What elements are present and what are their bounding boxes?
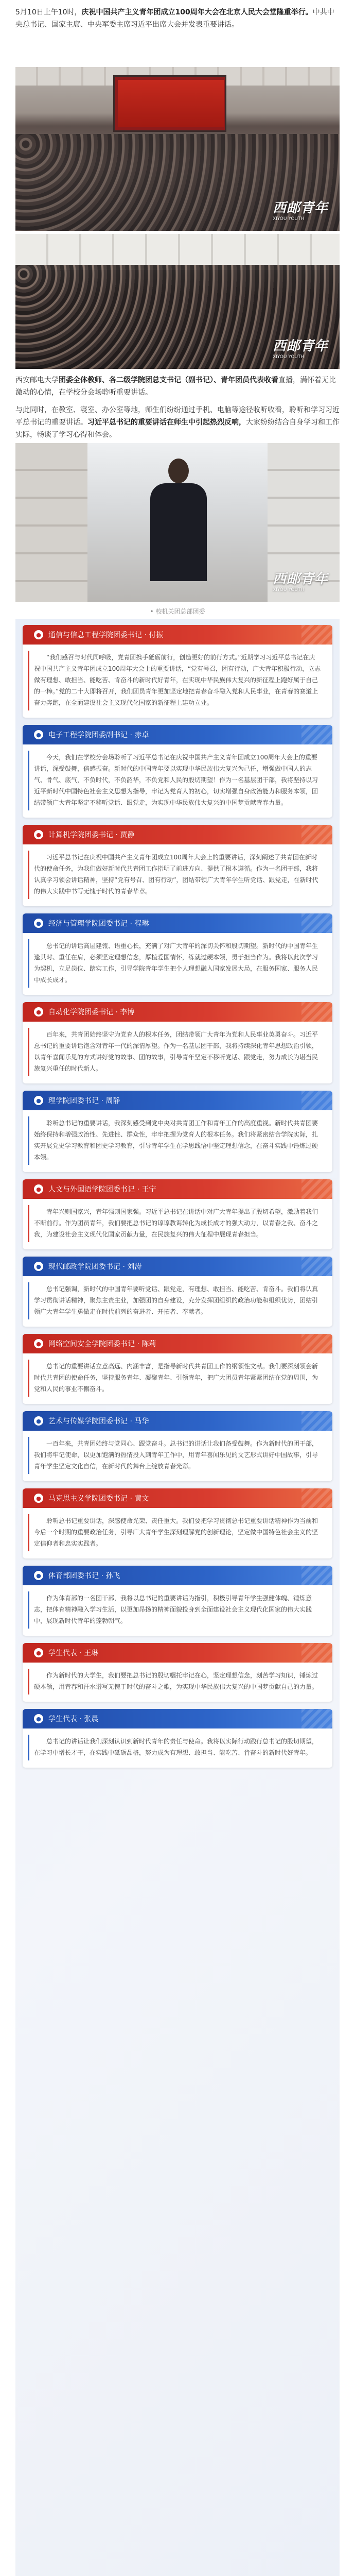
card-text: 聆听总书记的重要讲话，我深刻感受到党中央对共青团工作和青年工作的高度重视。新时代共青团要始终保持和增强政治性、先进性、群众性，牢牢把握为党育人的根本任务。我们将紧密结合学院实际，扎实开展党史学习教育和团史学习教育，引导青年学生在学思践悟中坚定理想信念，在奋斗实践中锤炼过硬本领。 — [34, 1120, 318, 1161]
badge-icon: ● — [34, 730, 43, 739]
badge-icon: ● — [34, 1416, 43, 1426]
card-text: “我们感召与时代同呼吸，党青团携手砥砺前行，创造更好的前行方式。”近期学习习近平总书记在庆祝中国共产主义青年团成立100周年大会上的重要讲话，“党有号召，团有行动，广大青年积极行动，立志做有理想、敢担当、能吃苦、肯奋斗的新时代好青年，在实现中华民族伟大复兴的新征程上跑好属于自己的一棒。”党的二十大即将召开，我们团员青年更加坚定地把青春奋斗融入党和人民事业，在青春的赛道上奋力奔跑，在全面建设社会主义现代化国家的新征程上建功立业。 — [34, 654, 321, 706]
accent-bar — [28, 1282, 29, 1319]
bookshelf-left — [15, 443, 87, 602]
badge-icon: ● — [34, 1096, 43, 1105]
accent-bar — [28, 1514, 29, 1551]
card-text: 总书记强调，新时代的中国青年要听党话、跟党走，有理想、敢担当、能吃苦、肯奋斗。我们将认真学习贯彻讲话精神，聚焦主责主业，加强团的自身建设，充分发挥团组织的政治功能和组织优势，团结引领广大青年学生勇做走在时代前列的奋进者、开拓者、奉献者。 — [34, 1285, 318, 1315]
card-body — [23, 1276, 332, 1327]
testimonial-card — [23, 1566, 332, 1636]
card-header — [23, 1709, 332, 1728]
paragraph-2: 与此同时，在教室、寝室、办公室等地，师生们纷纷通过手机、电脑等途径收听收看，聆听和学习习近平总书记的重要讲话。习近平总书记的重要讲话在师生中引起热烈反响，大家纷纷结合自身学习和工作实际，畅谈了学习心得和体会。 — [15, 406, 340, 439]
intro-rest: 中共中央总书记、国家主席、中央军委主席习近平出席大会并发表重要讲话。 — [15, 8, 334, 29]
photo-caption: • 校机关团总部团委 — [150, 608, 205, 615]
speaker — [150, 459, 207, 577]
badge-icon: ● — [34, 1571, 43, 1580]
card-body — [23, 1110, 332, 1172]
card-header — [23, 725, 332, 744]
header-decoration — [301, 1091, 332, 1110]
card-header — [23, 1179, 332, 1199]
card-title: 通信与信息工程学院团委书记 · 付振 — [48, 631, 164, 639]
header-decoration — [301, 1179, 332, 1199]
card-body — [23, 744, 332, 818]
card-title: 经济与管理学院团委书记 · 程琳 — [48, 920, 149, 928]
card-title: 理学院团委书记 · 周静 — [48, 1097, 120, 1105]
badge-icon: ● — [34, 1494, 43, 1503]
badge-icon: ● — [34, 1007, 43, 1016]
badge-icon: ● — [34, 1339, 43, 1348]
header-decoration — [301, 1643, 332, 1663]
header-decoration — [301, 1334, 332, 1353]
badge-icon: ● — [34, 1262, 43, 1271]
card-body — [23, 1431, 332, 1481]
card-header — [23, 1091, 332, 1110]
header-decoration — [301, 825, 332, 844]
watermark: 西邮青年 XIYOU YOUTH — [272, 200, 328, 222]
header-decoration — [301, 1709, 332, 1728]
badge-icon: ● — [34, 630, 43, 639]
card-header — [23, 1566, 332, 1585]
testimonial-card — [23, 1002, 332, 1083]
badge-icon: ● — [34, 919, 43, 928]
intro-bold: 庆祝中国共产主义青年团成立100周年大会在北京人民大会堂隆重举行。 — [81, 8, 313, 16]
paragraph-1: 西安邮电大学团委全体教师、各二级学院团总支书记（副书记）、青年团员代表收看直播，满怀着无比激动的心情，在学校分会场聆听重要讲话。 — [15, 376, 336, 397]
testimonial-card — [23, 625, 332, 718]
testimonial-card — [23, 1709, 332, 1768]
accent-bar — [28, 751, 29, 810]
accent-bar — [28, 1028, 29, 1076]
accent-bar — [28, 851, 29, 899]
testimonial-card — [23, 1091, 332, 1172]
card-text: 聆听总书记重要讲话，深感使命光荣、责任重大。我们要把学习贯彻总书记重要讲话精神作为当前和今后一个时期的重要政治任务，引导广大青年学生深刻理解党的创新理论，坚定做中国特色社会主义的坚定信仰者和忠实实践者。 — [34, 1517, 318, 1547]
testimonial-card — [23, 1488, 332, 1558]
accent-bar — [28, 939, 29, 988]
audience-photo — [15, 234, 340, 369]
card-text: 作为体育部的一名团干部，我将以总书记的重要讲话为指引，积极引导青年学生强健体魄、锤炼意志，把体育精神融入学习生活，以更加昂扬的精神面貌投身到全面建设社会主义现代化国家的伟大实践中，展现新时代青年的蓬勃朝气。 — [34, 1595, 312, 1624]
header-decoration — [301, 913, 332, 933]
accent-bar — [28, 1669, 29, 1694]
card-title: 电子工程学院团委副书记 · 赤卓 — [48, 731, 149, 739]
intro-paragraph — [0, 0, 355, 64]
card-header — [23, 1002, 332, 1022]
accent-bar — [28, 1116, 29, 1165]
card-body — [23, 1728, 332, 1768]
speaker-photo — [15, 443, 340, 602]
card-body — [23, 1585, 332, 1636]
card-text: 总书记的重要讲话立意高远、内涵丰富，是指导新时代共青团工作的纲领性文献。我们要深刻领会新时代共青团的使命任务，坚持服务青年、凝聚青年、引领青年，把广大团员青年紧紧团结在党的周围，为党和人民的事业不懈奋斗。 — [34, 1363, 318, 1393]
card-header — [23, 1411, 332, 1431]
card-text: 习近平总书记在庆祝中国共产主义青年团成立100周年大会上的重要讲话，深刻阐述了共青团在新时代的使命任务，为我们做好新时代共青团工作指明了前进方向、提供了根本遵循。作为一名团干部，我将认真学习领会讲话精神，坚持“党有号召、团有行动”，团结带领广大青年学生听党话、跟党走，在新时代的伟大实践中书写无愧于时代的青春华章。 — [34, 854, 318, 895]
testimonial-card — [23, 1334, 332, 1404]
accent-bar — [28, 1437, 29, 1474]
card-title: 自动化学院团委书记 · 李博 — [48, 1008, 135, 1016]
card-header — [23, 1334, 332, 1353]
header-decoration — [301, 625, 332, 645]
card-body — [23, 1508, 332, 1558]
card-title: 人文与外国语学院团委书记 · 王宁 — [48, 1185, 156, 1194]
card-body — [23, 933, 332, 995]
card-body — [23, 844, 332, 906]
card-body — [23, 1022, 332, 1083]
header-decoration — [301, 1566, 332, 1585]
card-text: 百年来，共青团始终坚守为党育人的根本任务，团结带领广大青年为党和人民事业英勇奋斗。习近平总书记的重要讲话饱含对青年一代的深情厚望。作为一名基层团干部，我将持续深化青年思想政治引领，以青年喜闻乐见的方式讲好党的故事、团的故事，引导青年坚定不移听党话、跟党走，努力成长为堪当民族复兴重任的时代新人。 — [34, 1031, 318, 1072]
testimonial-card — [23, 1257, 332, 1327]
header-decoration — [301, 725, 332, 744]
card-text: 总书记的讲话让我们深刻认识到新时代青年的责任与使命。我将以实际行动践行总书记的殷切期望，在学习中增长才干，在实践中砥砺品格，努力成为有理想、敢担当、能吃苦、肯奋斗的新时代好青年。 — [34, 1738, 318, 1756]
testimonial-card — [23, 1643, 332, 1702]
badge-icon: ● — [34, 1184, 43, 1194]
badge-icon: ● — [34, 1648, 43, 1657]
header-decoration — [301, 1411, 332, 1431]
card-body — [23, 645, 332, 718]
header-decoration — [301, 1257, 332, 1276]
projection-screen — [113, 75, 226, 132]
header-decoration — [301, 1002, 332, 1022]
card-title: 学生代表 · 王琳 — [48, 1649, 99, 1657]
intro-lead: 5月10日上午10时， — [15, 8, 82, 16]
card-title: 计算机学院团委书记 · 贾静 — [48, 831, 135, 839]
accent-bar — [28, 651, 29, 710]
card-title: 学生代表 · 张晨 — [48, 1715, 99, 1723]
card-title: 网络空间安全学院团委书记 · 陈莉 — [48, 1340, 156, 1348]
badge-icon: ● — [34, 830, 43, 839]
card-header — [23, 1488, 332, 1508]
accent-bar — [28, 1205, 29, 1242]
card-body — [23, 1663, 332, 1702]
watermark: 西邮青年 XIYOU YOUTH — [272, 338, 328, 360]
card-text: 作为新时代的大学生，我们要把总书记的殷切嘱托牢记在心，坚定理想信念，刻苦学习知识，锤炼过硬本领，用青春和汗水谱写无愧于时代的奋斗之歌，为实现中华民族伟大复兴的中国梦贡献自己的力量。 — [34, 1672, 318, 1690]
card-header — [23, 625, 332, 645]
card-title: 体育部团委书记 · 孙飞 — [48, 1572, 120, 1580]
card-header — [23, 825, 332, 844]
card-header — [23, 913, 332, 933]
watermark: 西邮青年 XIYOU YOUTH — [272, 571, 328, 592]
testimonials-section — [15, 619, 340, 2576]
badge-icon: ● — [34, 1714, 43, 1723]
card-body — [23, 1199, 332, 1249]
testimonial-card — [23, 825, 332, 906]
accent-bar — [28, 1360, 29, 1397]
card-text: 一百年来，共青团始终与党同心、跟党奋斗。总书记的讲话让我们备受鼓舞。作为新时代的团干部，我们将牢记使命，以更加饱满的热情投入到青年工作中，用青年喜闻乐见的文艺形式讲好中国故事，引导青年学生坚定文化自信，在新时代的舞台上绽放青春光彩。 — [34, 1440, 318, 1470]
testimonial-card — [23, 725, 332, 818]
testimonial-card — [23, 913, 332, 995]
screen-image — [118, 80, 224, 127]
card-title: 艺术与传媒学院团委书记 · 马华 — [48, 1417, 149, 1426]
card-header — [23, 1643, 332, 1663]
card-text: 青年兴则国家兴，青年强则国家强。习近平总书记在讲话中对广大青年提出了殷切希望，激励着我们不断前行。作为团员青年，我们要把总书记的谆谆教诲转化为成长成才的强大动力，以青春之我、奋斗之我，为建设社会主义现代化国家贡献力量，在民族复兴的伟大征程中展现青春担当。 — [34, 1208, 318, 1238]
meeting-hall-photo — [15, 67, 340, 231]
card-title: 现代邮政学院团委书记 · 刘涛 — [48, 1263, 142, 1271]
header-decoration — [301, 1488, 332, 1508]
card-text: 今天，我们在学校分会场聆听了习近平总书记在庆祝中国共产主义青年团成立100周年大会上的重要讲话，深受鼓舞，倍感振奋。新时代的中国青年要以实现中华民族伟大复兴为己任，增强做中国人的志气、骨气、底气，不负时代，不负韶华，不负党和人民的殷切期望！作为一名基层团干部，我将坚持以习近平新时代中国特色社会主义思想为指导，牢记为党育人的初心，切实增强自身政治能力和服务本领，团结带领广大青年坚定不移听党话、跟党走，为实现中华民族伟大复兴的中国梦贡献青春力量。 — [34, 754, 318, 806]
testimonial-card — [23, 1179, 332, 1249]
card-title: 马克思主义学院团委书记 · 黄文 — [48, 1495, 149, 1503]
card-text: 总书记的讲话高屋建瓴、语重心长，充满了对广大青年的深切关怀和殷切期望。新时代的中国青年生逢其时、重任在肩，必须坚定理想信念，厚植爱国情怀，练就过硬本领，勇于担当作为。我将以此次学习为契机，立足岗位、踏实工作，引导学院青年学生把个人理想融入国家发展大局，在服务国家、服务人民中成长成才。 — [34, 942, 318, 984]
testimonial-card — [23, 1411, 332, 1481]
accent-bar — [28, 1735, 29, 1760]
accent-bar — [28, 1591, 29, 1629]
card-header — [23, 1257, 332, 1276]
card-body — [23, 1353, 332, 1404]
